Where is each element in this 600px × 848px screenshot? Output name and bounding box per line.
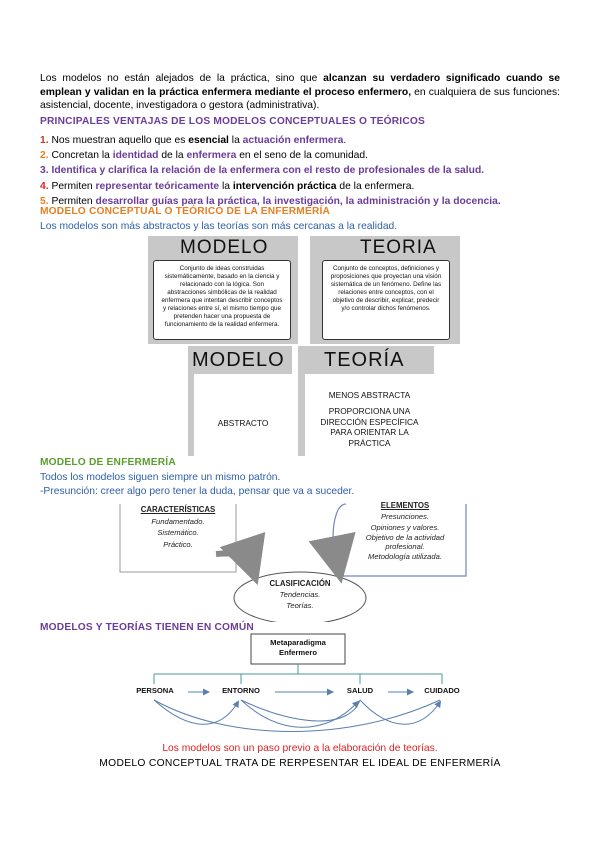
caracteristicas-figure xyxy=(118,500,478,622)
ventajas-heading: PRINCIPALES VENTAJAS DE LOS MODELOS CONCEPTUALES O TEÓRICOS xyxy=(40,116,425,127)
caracteristica-item: Práctico. xyxy=(163,539,193,549)
list-item: 1. Nos muestran aquello que es esencial la actuación enfermera. xyxy=(40,135,347,146)
teoria-title: TEORIA xyxy=(360,237,437,258)
modelo-enf-line2: -Presunción: creer algo pero tener la duda, pensar que va a suceder. xyxy=(40,486,355,497)
modelo-enf-line1: Todos los modelos siguen siempre un mismo patrón. xyxy=(40,472,281,483)
conceptual-heading: MODELO CONCEPTUAL O TEÓRICO DE LA ENFERMERÍA xyxy=(40,206,331,217)
footer-red-line: Los modelos son un paso previo a la elaboración de teorías. xyxy=(162,743,438,754)
list-item: 2. Concretan la identidad de la enfermera en el seno de la comunidad. xyxy=(40,150,368,162)
intro-paragraph xyxy=(40,72,560,113)
teoria-title-2: TEORÍA xyxy=(324,349,405,371)
caracteristicas-title: CARACTERÍSTICAS xyxy=(140,505,216,514)
elementos-block xyxy=(346,500,464,562)
caracteristicas-block xyxy=(122,504,234,550)
conceptual-subtitle: Los modelos son más abstractos y las teorías son más cercanas a la realidad. xyxy=(40,221,398,232)
intro-bold-text: alcanzan su verdadero significado cuando se emplean y validan en la práctica enfermera mediante el proceso enfermero, xyxy=(40,73,560,98)
elemento-item: Objetivo de la actividad profesional. xyxy=(365,533,445,551)
proporciona-label: PROPORCIONA UNA DIRECCIÓN ESPECÍFICA PARA ORIENTAR LA PRÁCTICA xyxy=(320,406,419,448)
node-entorno: ENTORNO xyxy=(210,686,272,695)
clasificacion-item: Teorías. xyxy=(286,601,314,610)
clasificacion-title: CLASIFICACIÓN xyxy=(269,579,331,588)
modelo-teoria-figure xyxy=(148,236,460,456)
abstracto-box xyxy=(194,374,292,456)
node-salud: SALUD xyxy=(334,686,386,695)
list-item: 4. Permiten representar teóricamente la intervención práctica de la enfermera. xyxy=(40,180,415,192)
metaparadigma-figure xyxy=(110,632,480,742)
ventajas-list xyxy=(40,133,570,209)
caracteristica-item: Sistemático. xyxy=(157,528,199,537)
node-cuidado: CUIDADO xyxy=(414,686,470,695)
clasificacion-block xyxy=(244,578,356,611)
teoria-detail-box xyxy=(305,374,434,456)
modelo-title: MODELO xyxy=(180,237,269,258)
caracteristica-item: Fundamentado. xyxy=(151,516,205,526)
modelo-title-2: MODELO xyxy=(192,349,285,371)
list-item: 5. Permiten desarrollar guías para la práctica, la investigación, la administración y la docencia. xyxy=(40,195,501,207)
arrow-left xyxy=(216,554,252,568)
clasificacion-item: Tendencias. xyxy=(279,590,321,599)
intro-text-end: en cualquiera de sus funciones: asistencial, docente, investigadora o gestora (administrativa). xyxy=(40,86,560,111)
elemento-item: Metodología utilizada. xyxy=(368,552,442,561)
modelo-enf-heading: MODELO DE ENFERMERÍA xyxy=(40,457,176,468)
teoria-definition: Conjunto de conceptos, definiciones y proposiciones que proyectan una visión sistemática de un fenómeno. Define las relaciones entre conceptos, con el objetivo de describir, explicar, predecir y/o controlar dichos fenómenos. xyxy=(322,260,450,340)
modelo-definition: Conjunto de ideas construidas sistemáticamente, basado en la ciencia y relacionado con la lógica. Son abstracciones simbólicas de la realidad enfermera que intentan describir conceptos y relaciones entre sí, el mismo tiempo que pretenden hacer una propuesta de funcionamiento de la realidad enfermera. xyxy=(153,260,291,340)
elemento-item: Opiniones y valores. xyxy=(370,523,440,532)
metaparadigma-title: Metaparadigma Enfermero xyxy=(270,638,326,657)
abstracto-label: ABSTRACTO xyxy=(217,418,269,428)
menos-abstracta-label: MENOS ABSTRACTA xyxy=(328,390,411,400)
elemento-item: Presunciones. xyxy=(380,512,430,521)
list-item: 3. Identifica y clarifica la relación de la enfermera con el resto de profesionales de la salud. xyxy=(40,165,485,177)
intro-text: Los modelos no están alejados de la práctica, sino que xyxy=(40,73,324,84)
node-persona: PERSONA xyxy=(124,686,186,695)
comun-heading: MODELOS Y TEORÍAS TIENEN EN COMÚN xyxy=(40,622,254,633)
footer-black-line: MODELO CONCEPTUAL TRATA DE RERPESENTAR EL IDEAL DE ENFERMERÍA xyxy=(99,758,501,769)
elementos-title: ELEMENTOS xyxy=(380,501,430,510)
